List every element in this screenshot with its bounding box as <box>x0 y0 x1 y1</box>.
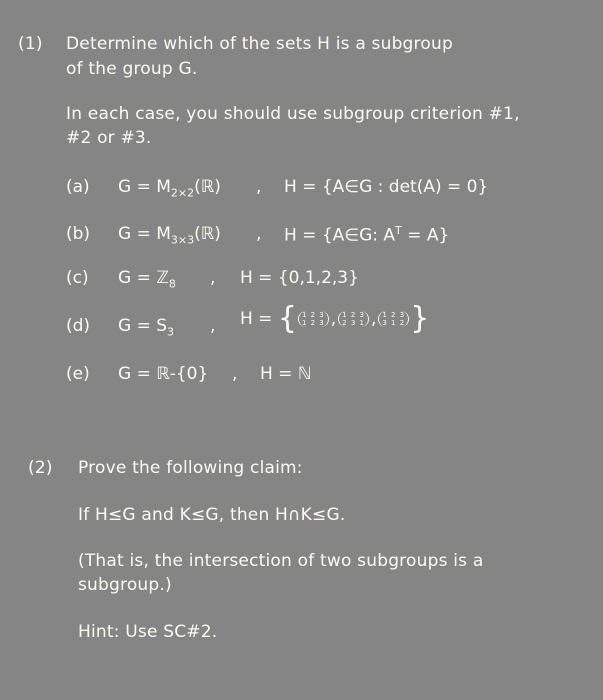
right-brace: } <box>410 301 430 336</box>
part-e-separator: , <box>232 364 238 384</box>
problem-1-number: (1) <box>18 34 43 54</box>
permutation-cycle-1: 1 2 3 2 3 1 <box>338 311 369 327</box>
part-d-subset: H = { 1 2 3 1 2 3 , 1 2 3 2 3 1 , 1 2 3 3 1 2 } <box>240 301 430 336</box>
part-b-subset: H = {A∈G: $A^T = A$} <box>284 224 450 246</box>
instruction-line-1: In each case, you should use subgroup criterion #1, <box>66 104 520 124</box>
problem-2-note-line-2: subgroup.) <box>78 575 172 595</box>
problem-2-number: (2) <box>28 458 53 478</box>
part-c-label: (c) <box>66 268 89 288</box>
part-a-group: $G = M_{2\times 2}(ℝ)$ <box>118 177 221 200</box>
instruction-line-2: #2 or #3. <box>66 128 152 148</box>
part-b-separator: , <box>256 224 262 244</box>
part-d-group: $G = S_3$ <box>118 316 175 339</box>
part-e-group: G = ℝ-{0} <box>118 364 209 384</box>
part-c-separator: , <box>210 268 216 288</box>
problem-1-line-2: of the group G. <box>66 59 198 79</box>
part-e-subset: H = ℕ <box>260 364 312 384</box>
left-brace: { <box>277 301 297 336</box>
problem-2-line-1: Prove the following claim: <box>78 458 303 478</box>
problem-2-claim: If H≤G and K≤G, then H∩K≤G. <box>78 505 346 525</box>
part-b-label: (b) <box>66 224 91 244</box>
part-d-separator: , <box>210 316 216 336</box>
part-d-label: (d) <box>66 316 91 336</box>
part-a-subset: H = {A∈G : det(A) = 0} <box>284 177 489 197</box>
part-b-group: $G = M_{3\times 3}(ℝ)$ <box>118 224 221 247</box>
part-e-label: (e) <box>66 364 90 384</box>
problem-1-line-1: Determine which of the sets H is a subgroup <box>66 34 453 54</box>
problem-2-note-line-1: (That is, the intersection of two subgroups is a <box>78 551 484 571</box>
part-c-subset: H = {0,1,2,3} <box>240 268 359 288</box>
problem-2-hint: Hint: Use SC#2. <box>78 622 218 642</box>
part-a-label: (a) <box>66 177 90 197</box>
part-c-group: G = ℤ$_8$ <box>118 268 176 291</box>
part-a-separator: , <box>256 177 262 197</box>
permutation-identity: 1 2 3 1 2 3 <box>298 311 329 327</box>
permutation-cycle-2: 1 2 3 3 1 2 <box>378 311 409 327</box>
